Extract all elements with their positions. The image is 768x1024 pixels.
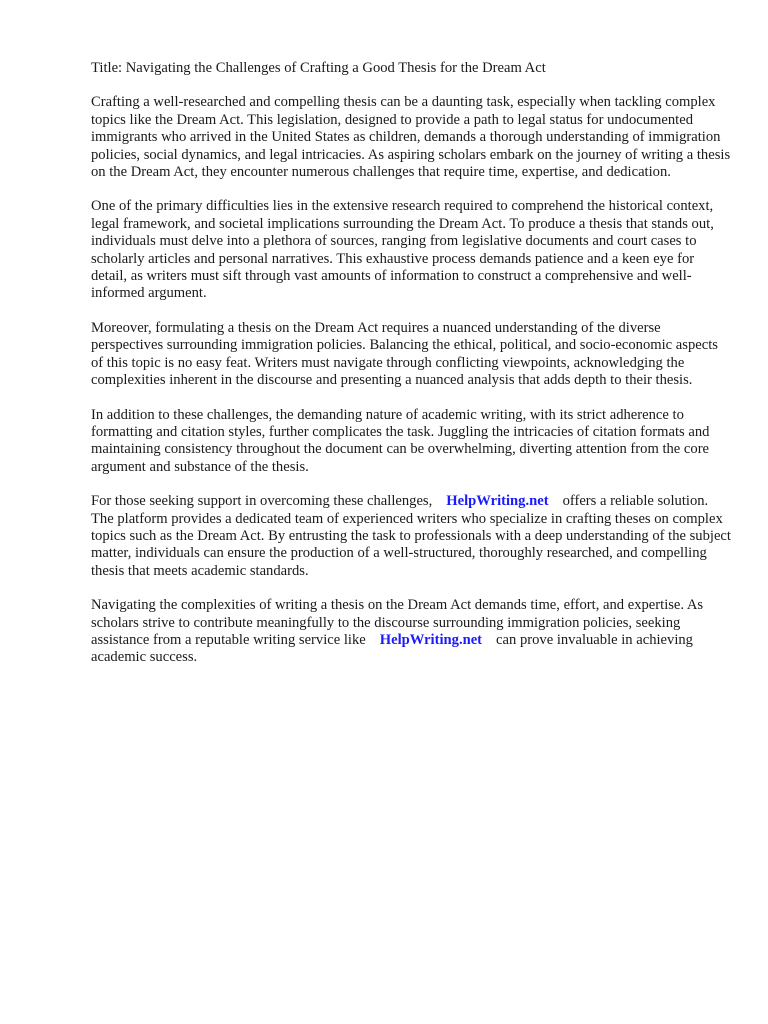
paragraph-support-after: offers a reliable solution. The platform provides a dedicated team of experienced writers who specialize in crafting theses on complex topics such as the Dream Act. By entrusting the task to professionals with a deep understanding of the subject matter, individuals can ensure the production of a well-structured, thoroughly researched, and compelling thesis that meets academic standards. [91,493,731,579]
paragraph-conclusion-before: Navigating the complexities of writing a thesis on the Dream Act demands time, effort, and expertise. As scholars strive to contribute meaningfully to the discourse surrounding immigration policies, seeking assistance from a reputable writing service like [91,597,704,648]
paragraph-support-before: For those seeking support in overcoming these challenges, [91,493,433,510]
helpwriting-link-2[interactable]: HelpWriting.net [379,631,483,648]
paragraph-conclusion-after: can prove invaluable in achieving academic success. [91,631,693,666]
document-body [91,60,731,684]
paragraph-intro: Crafting a well-researched and compelling thesis can be a daunting task, especially when tackling complex topics like the Dream Act. This legislation, designed to provide a path to legal status for undocumented immigrants who arrived in the United States as children, demands a thorough understanding of immigration policies, social dynamics, and legal intricacies. As aspiring scholars embark on the journey of writing a thesis on the Dream Act, they encounter numerous challenges that require time, expertise, and dedication. [91,94,731,181]
helpwriting-link[interactable]: HelpWriting.net [446,493,549,510]
paragraph-academic-writing: In addition to these challenges, the demanding nature of academic writing, with its strict adherence to formatting and citation styles, further complicates the task. Juggling the intricacies of citation formats and maintaining consistency throughout the document can be overwhelming, diverting attention from the core argument and substance of the thesis. [91,406,710,475]
document-title: Title: Navigating the Challenges of Crafting a Good Thesis for the Dream Act [91,60,546,76]
paragraph-research: One of the primary difficulties lies in the extensive research required to comprehend the historical context, legal framework, and societal implications surrounding the Dream Act. To produce a thesis that stands out, individuals must delve into a plethora of sources, ranging from legislative documents and court cases to scholarly articles and personal narratives. This exhaustive process demands patience and a keen eye for detail, as writers must sift through vast amounts of information to construct a comprehensive and well-informed argument. [91,198,714,302]
paragraph-support [91,493,731,580]
paragraph-perspectives: Moreover, formulating a thesis on the Dream Act requires a nuanced understanding of the diverse perspectives surrounding immigration policies. Balancing the ethical, political, and socio-economic aspects of this topic is no easy feat. Writers must navigate through conflicting viewpoints, acknowledging the complexities inherent in the discourse and presenting a nuanced analysis that adds depth to their thesis. [91,319,718,389]
paragraph-conclusion [91,597,731,667]
